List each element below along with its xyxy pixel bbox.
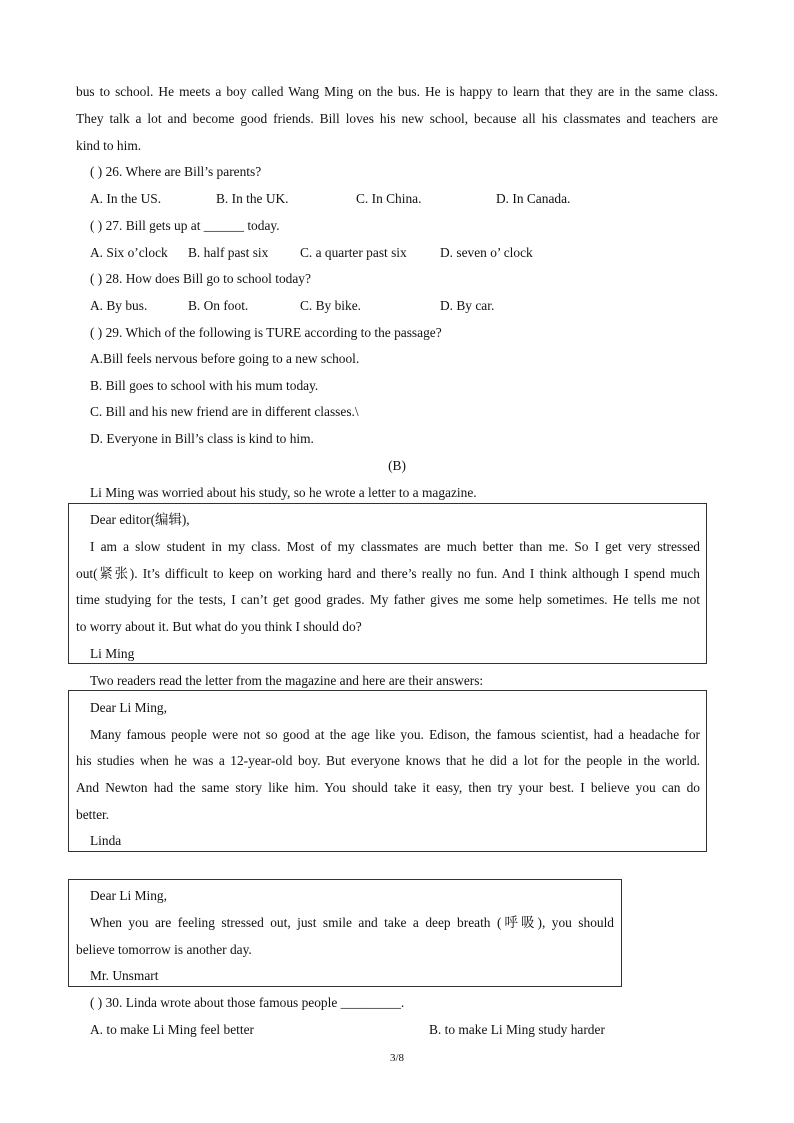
letter-li-ming-line-4: to worry about it. But what do you think I should do? — [76, 619, 362, 634]
letter-li-ming-line-2: out(紧张). It’s difficult to keep on working hard and there’s really no fun. And I think although I spend much — [76, 566, 700, 581]
question-28-option-c: C. By bike. — [300, 298, 362, 313]
question-26-option-d: D. In Canada. — [496, 191, 571, 206]
question-28-stem: ( ) 28. How does Bill go to school today? — [90, 271, 311, 286]
question-30-option-a: A. to make Li Ming feel better — [90, 1022, 254, 1037]
question-27-option-a: A. Six o’clock — [90, 245, 168, 260]
letter-linda-greeting: Dear Li Ming, — [90, 700, 167, 715]
question-27-stem: ( ) 27. Bill gets up at ______ today. — [90, 218, 280, 233]
letter-linda-line-4: better. — [76, 807, 110, 822]
question-28-option-b: B. On foot. — [188, 298, 249, 313]
section-b-heading: (B) — [388, 458, 406, 473]
page-number: 3/8 — [389, 1052, 405, 1064]
question-26-option-a: A. In the US. — [90, 191, 162, 206]
passage-a-line-3: kind to him. — [76, 138, 142, 153]
readers-intro: Two readers read the letter from the magazine and here are their answers: — [90, 673, 484, 688]
question-28-option-a: A. By bus. — [90, 298, 148, 313]
letter-li-ming-line-3: time studying for the tests, I can’t get good grades. My father gives me some help sometimes. He tells me not — [76, 592, 700, 607]
passage-a-line-1: bus to school. He meets a boy called Wang Ming on the bus. He is happy to learn that they are in the same class. — [76, 84, 718, 99]
letter-linda-line-1: Many famous people were not so good at the age like you. Edison, the famous scientist, had a headache for — [90, 727, 700, 742]
question-27-option-c: C. a quarter past six — [300, 245, 407, 260]
letter-unsmart-signature: Mr. Unsmart — [90, 968, 159, 983]
question-29-option-a: A.Bill feels nervous before going to a new school. — [90, 351, 360, 366]
question-29-option-c: C. Bill and his new friend are in different classes.\ — [90, 404, 359, 419]
question-29-option-d: D. Everyone in Bill’s class is kind to him. — [90, 431, 314, 446]
question-30-stem: ( ) 30. Linda wrote about those famous people _________. — [90, 995, 405, 1010]
letter-li-ming-line-1: I am a slow student in my class. Most of my classmates are much better than me. So I get very stressed — [90, 539, 700, 554]
section-b-intro: Li Ming was worried about his study, so he wrote a letter to a magazine. — [90, 485, 477, 500]
letter-linda-line-3: And Newton had the same story like him. You should take it easy, then try your best. I believe you can do — [76, 780, 700, 795]
question-26-stem: ( ) 26. Where are Bill’s parents? — [90, 164, 262, 179]
question-26-option-c: C. In China. — [356, 191, 422, 206]
question-29-option-b: B. Bill goes to school with his mum today. — [90, 378, 319, 393]
question-30-option-b: B. to make Li Ming study harder — [429, 1022, 605, 1037]
passage-a-line-2: They talk a lot and become good friends. Bill loves his new school, because all his classmates and teachers are — [76, 111, 718, 126]
letter-unsmart-greeting: Dear Li Ming, — [90, 888, 167, 903]
question-28-option-d: D. By car. — [440, 298, 495, 313]
letter-li-ming-greeting: Dear editor(编辑), — [90, 512, 190, 527]
letter-unsmart-line-2: believe tomorrow is another day. — [76, 942, 252, 957]
question-26-option-b: B. In the UK. — [216, 191, 289, 206]
letter-linda-line-2: his studies when he was a 12-year-old boy. But everyone knows that he did a lot for the people in the world. — [76, 753, 700, 768]
question-27-option-d: D. seven o’ clock — [440, 245, 533, 260]
letter-unsmart-line-1: When you are feeling stressed out, just smile and take a deep breath (呼吸), you should — [90, 915, 614, 930]
question-27-option-b: B. half past six — [188, 245, 269, 260]
letter-li-ming-signature: Li Ming — [90, 646, 135, 661]
letter-linda-signature: Linda — [90, 833, 122, 848]
question-29-stem: ( ) 29. Which of the following is TURE according to the passage? — [90, 325, 442, 340]
